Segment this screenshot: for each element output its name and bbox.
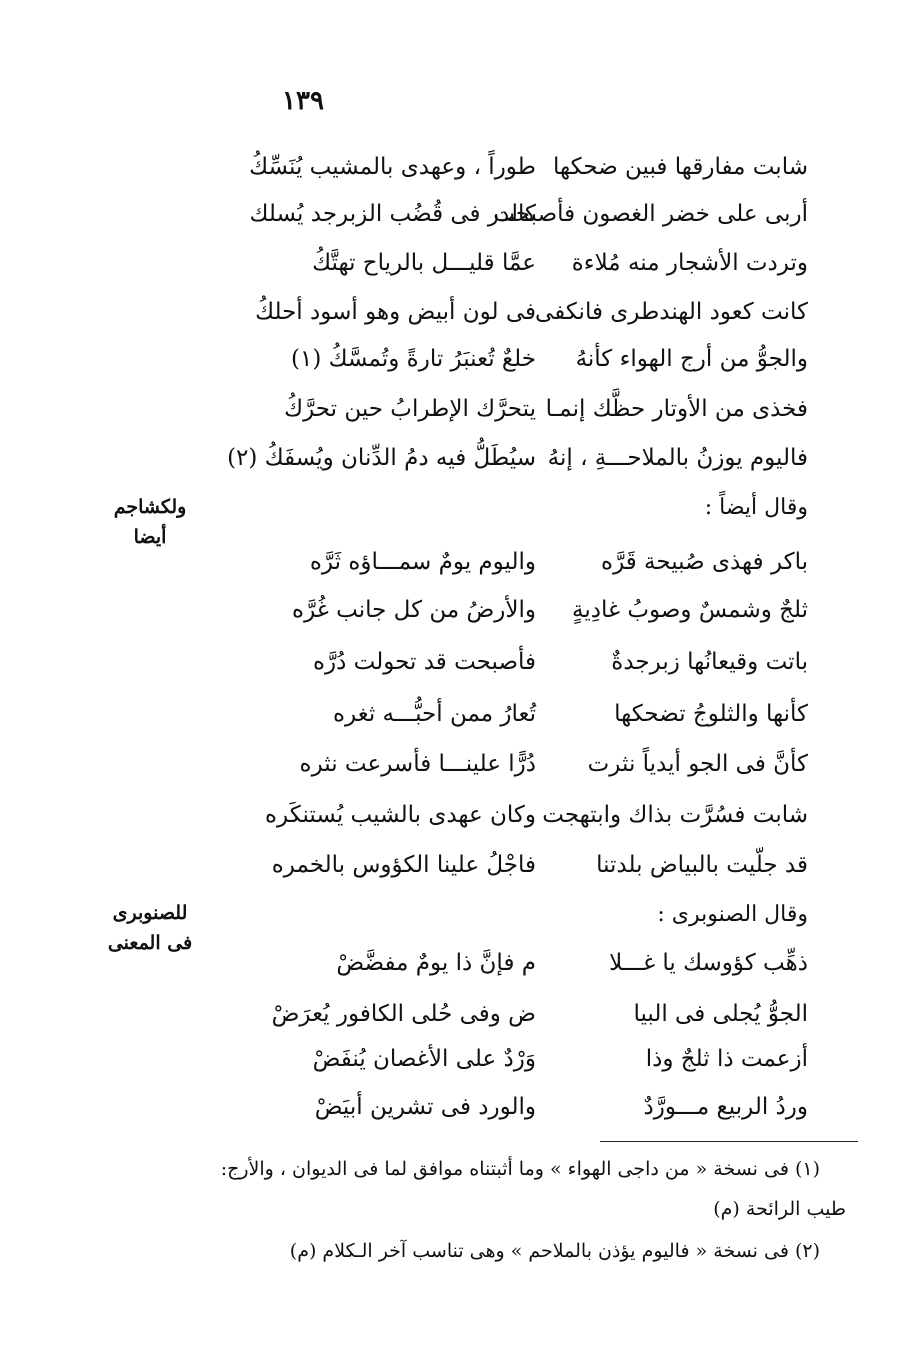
verse-hemistich-second: وَرْدٌ على الأغصان يُنفَضْ xyxy=(312,1046,536,1072)
verse-hemistich-second: خلعٌ تُعنبَرُ تارةً وتُمسَّكُ (١) xyxy=(291,346,536,372)
verse-hemistich-first: أربى على خضر الغصون فأصبحت xyxy=(493,201,808,227)
verse-hemistich-second: عمَّا قليـــل بالرياح تهتَّكُ xyxy=(312,250,536,276)
verse-hemistich-first: ذهِّب كؤوسك يا غـــلا xyxy=(609,950,808,976)
margin-note-line: للصنوبرى xyxy=(112,902,188,924)
verse-hemistich-first: ثلجٌ وشمسٌ وصوبُ غادِيةٍ xyxy=(572,597,808,623)
verse-hemistich-first: أزعمت ذا ثلجٌ وذا xyxy=(645,1046,808,1072)
verse-hemistich-second: فى لون أبيض وهو أسود أحلكُ xyxy=(255,299,536,325)
verse-hemistich-first: الجوُّ يُجلى فى البيا xyxy=(633,1001,808,1027)
page-number: ١٣٩ xyxy=(282,86,324,116)
verse-hemistich-second: فاجْلُ علينا الكؤوس بالخمره xyxy=(271,852,536,878)
verse-hemistich-second: تُعارُ ممن أحبُّـــه ثغره xyxy=(332,701,536,727)
margin-note-line: فى المعنى xyxy=(107,932,193,954)
verse-hemistich-first: شابت فسُرَّت بذاك وابتهجت xyxy=(542,802,808,828)
margin-note-line: ولكشاجم xyxy=(113,496,187,518)
verse-hemistich-first: باتت وقيعانُها زبرجدةٌ xyxy=(611,649,808,675)
verse-hemistich-first: وردُ الربيع مـــورَّدٌ xyxy=(643,1094,808,1120)
verse-hemistich-second: يتحرَّك الإطرابُ حين تحرَّكُ xyxy=(284,396,536,422)
verse-hemistich-first: شابت مفارقها فبين ضحكها xyxy=(553,154,808,180)
verse-hemistich-second: م فإنَّ ذا يومٌ مفضَّضْ xyxy=(336,950,536,976)
verse-hemistich-second: كالدر فى قُضُب الزبرجد يُسلك xyxy=(249,201,536,227)
verse-hemistich-second: والورد فى تشرين أبيَضْ xyxy=(314,1094,536,1120)
footnote-1-line2: طيب الرائحة (م) xyxy=(713,1198,846,1220)
verse-hemistich-second: ض وفى حُلى الكافور يُعرَضْ xyxy=(271,1001,536,1027)
verse-hemistich-first: كانت كعود الهندطرى فانكفى xyxy=(535,299,808,325)
verse-hemistich-first: والجوُّ من أرج الهواء كأنهُ xyxy=(575,346,808,372)
margin-attribution xyxy=(85,492,215,552)
verse-hemistich-first: فاليوم يوزنُ بالملاحـــةِ ، إنهُ xyxy=(547,445,808,471)
verse-hemistich-first: كأنَّ فى الجو أيدياً نثرت xyxy=(587,751,808,777)
margin-attribution xyxy=(85,898,215,958)
verse-hemistich-first: باكر فهذى صُبيحة قَرَّه xyxy=(601,549,808,575)
section-heading: وقال الصنوبرى : xyxy=(657,902,808,927)
section-heading: وقال أيضاً : xyxy=(704,495,808,520)
footnote-2: (٢) فى نسخة « فاليوم يؤذن بالملاحم » وهى تناسب آخر الـكلام (م) xyxy=(289,1240,820,1262)
footnote-divider xyxy=(600,1141,858,1142)
footnote-1-line1: (١) فى نسخة « من داجى الهواء » وما أثبتناه موافق لما فى الديوان ، والأرج: xyxy=(220,1158,820,1180)
verse-hemistich-second: سيُطَلُّ فيه دمُ الدِّنان ويُسفَكُ (٢) xyxy=(227,445,536,471)
verse-hemistich-second: والأرضُ من كل جانب غُرَّه xyxy=(292,597,536,623)
verse-hemistich-second: واليوم يومٌ سمـــاؤه ثَرَّه xyxy=(309,549,536,575)
verse-hemistich-second: طوراً ، وعهدى بالمشيب يُنَسِّكُ xyxy=(249,154,536,180)
margin-note-line: أيضا xyxy=(133,526,167,548)
verse-hemistich-first: وتردت الأشجار منه مُلاءة xyxy=(571,250,808,276)
verse-hemistich-first: فخذى من الأوتار حظَّك إنمـا xyxy=(545,396,808,422)
verse-hemistich-first: قد جلّيت بالبياض بلدتنا xyxy=(596,852,808,878)
verse-hemistich-second: دُرًّا علينـــا فأسرعت نثره xyxy=(299,751,536,777)
verse-hemistich-first: كأنها والثلوجُ تضحكها xyxy=(614,701,808,727)
verse-hemistich-second: فأصبحت قد تحولت دُرَّه xyxy=(312,649,536,675)
verse-hemistich-second: وكان عهدى بالشيب يُستنكَره xyxy=(265,802,536,828)
